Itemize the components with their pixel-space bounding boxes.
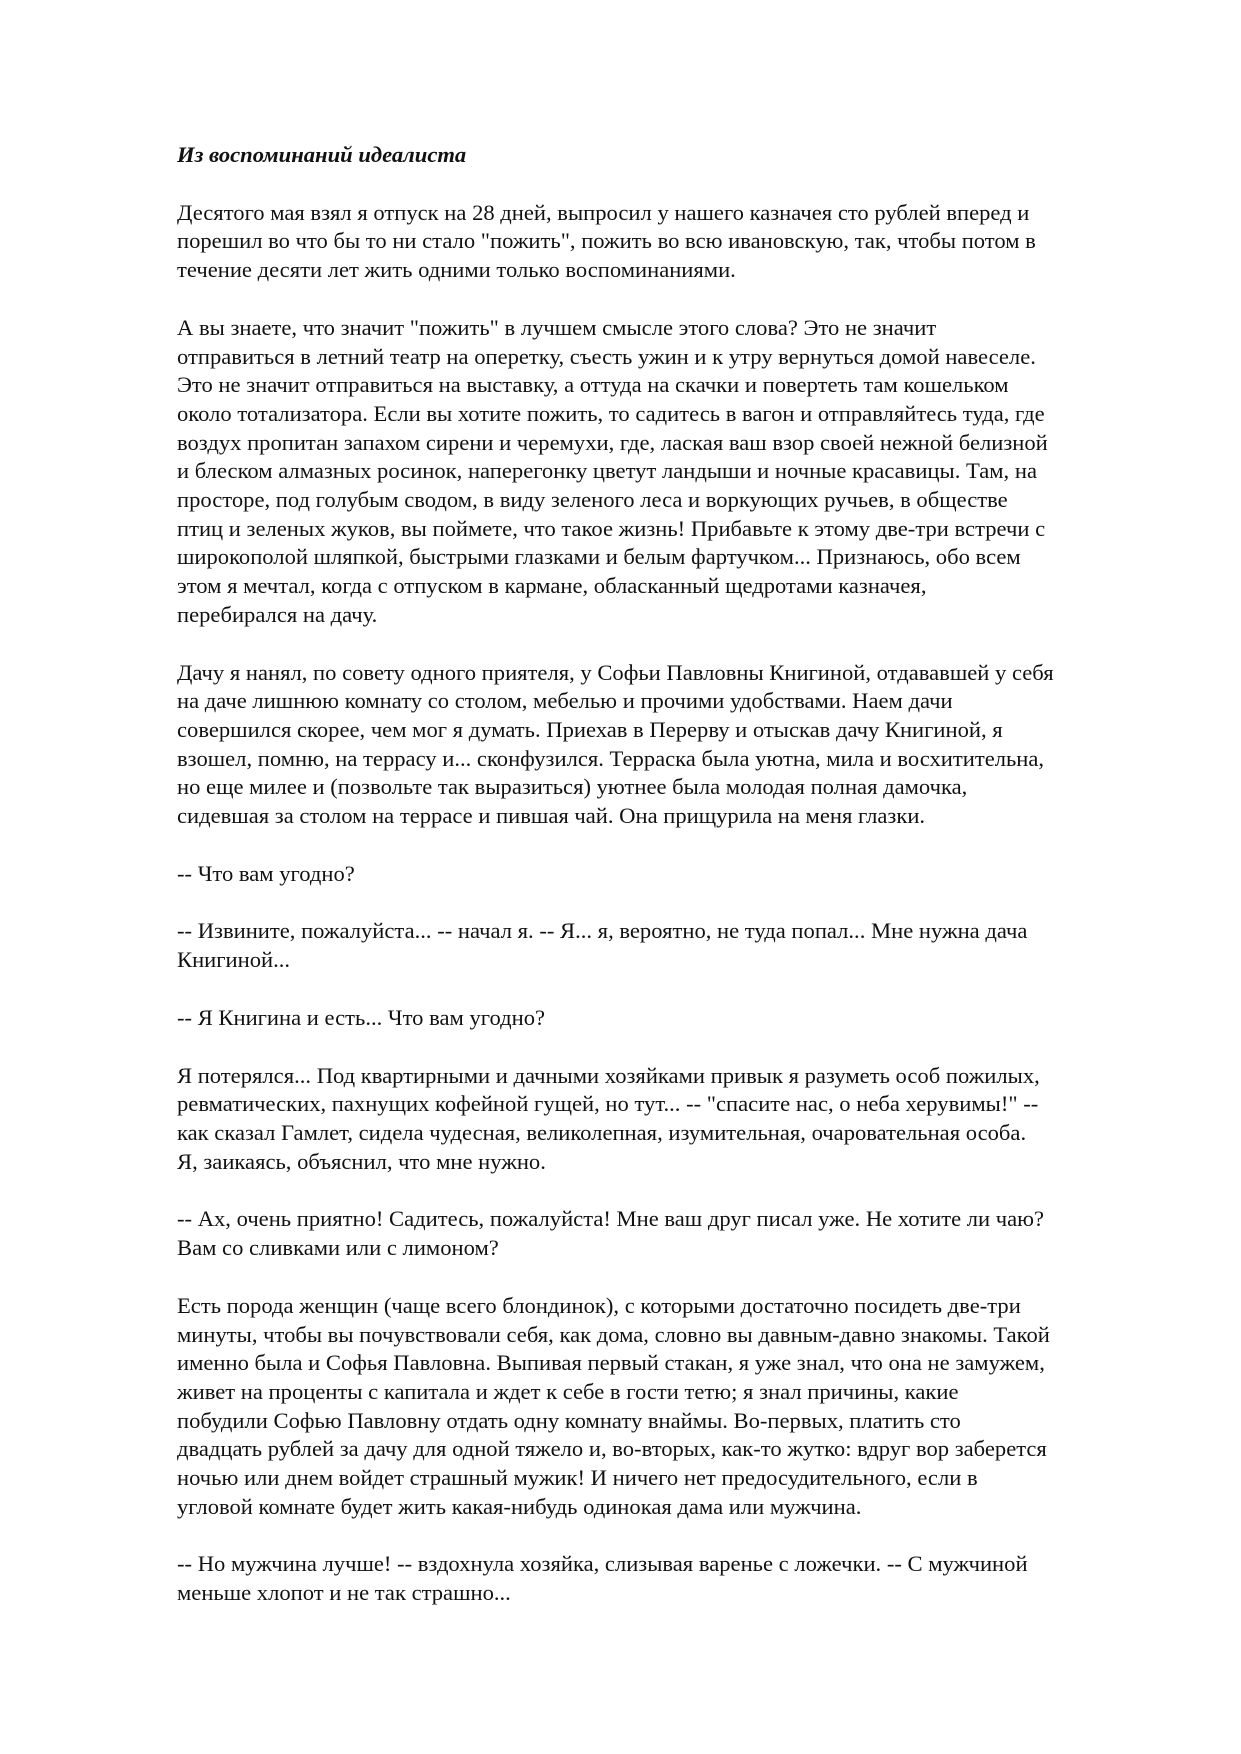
paragraph (177, 314, 1162, 630)
text-line: -- Что вам угодно? (177, 860, 355, 886)
paragraph (177, 1550, 1162, 1607)
text-line: порешил во что бы то ни стало "пожить", пожить во всю ивановскую, так, чтобы потом в (177, 228, 1036, 254)
text-line: взошел, помню, на террасу и... сконфузился. Терраска была уютна, мила и восхитительна, (177, 745, 1045, 771)
paragraph (177, 860, 1162, 889)
text-line: ревматических, пахнущих кофейной гущей, но тут... -- "спасите нас, о неба херувимы!" -- (177, 1091, 1039, 1117)
document-body (177, 141, 1162, 1637)
text-line: на даче лишнюю комнату со столом, мебелью и прочими удобствами. Наем дачи (177, 688, 953, 714)
paragraph (177, 199, 1162, 285)
text-line: ночью или днем войдет страшный мужик! И ничего нет предосудительного, если в (177, 1465, 978, 1491)
text-line: -- Извините, пожалуйста... -- начал я. -- Я... я, вероятно, не туда попал... Мне нужна дача (177, 918, 1028, 944)
paragraph (177, 1004, 1162, 1033)
paragraph (177, 1205, 1162, 1262)
text-line: этом я мечтал, когда с отпуском в кармане, обласканный щедротами казначея, (177, 573, 927, 599)
text-line: Книгиной... (177, 947, 291, 973)
text-line: Я, заикаясь, объяснил, что мне нужно. (177, 1148, 546, 1174)
text-line: живет на проценты с капитала и ждет к себе в гости тетю; я знал причины, какие (177, 1378, 959, 1404)
text-line: Есть порода женщин (чаще всего блондинок), с которыми достаточно посидеть две-три (177, 1292, 1021, 1318)
text-line: но еще милее и (позвольте так выразиться) уютнее была молодая полная дамочка, (177, 774, 968, 800)
paragraph (177, 1292, 1162, 1522)
text-line: А вы знаете, что значит "пожить" в лучшем смысле этого слова? Это не значит (177, 314, 937, 340)
text-line: течение десяти лет жить одними только воспоминаниями. (177, 257, 736, 283)
text-line: Десятого мая взял я отпуск на 28 дней, выпросил у нашего казначея сто рублей вперед и (177, 199, 1030, 225)
text-line: сидевшая за столом на террасе и пившая чай. Она прищурила на меня глазки. (177, 803, 926, 829)
paragraph (177, 1062, 1162, 1177)
text-line: и блеском алмазных росинок, наперегонку цветут ландыши и ночные красавицы. Там, на (177, 458, 1037, 484)
text-line: меньше хлопот и не так страшно... (177, 1580, 511, 1606)
text-line: именно была и Софья Павловна. Выпивая первый стакан, я уже знал, что она не замужем, (177, 1350, 1045, 1376)
text-line: -- Но мужчина лучше! -- вздохнула хозяйка, слизывая варенье с ложечки. -- С мужчиной (177, 1551, 1028, 1577)
text-line: воздух пропитан запахом сирени и черемухи, где, лаская ваш взор своей нежной белизной (177, 429, 1048, 455)
text-line: Это не значит отправиться на выставку, а оттуда на скачки и повертеть там кошельком (177, 372, 1009, 398)
text-line: перебирался на дачу. (177, 601, 378, 627)
text-line: минуты, чтобы вы почувствовали себя, как дома, словно вы давным-давно знакомы. Такой (177, 1321, 1050, 1347)
text-line: побудили Софью Павловну отдать одну комнату внаймы. Во-первых, платить сто (177, 1407, 961, 1433)
paragraph (177, 659, 1162, 831)
document-title: Из воспоминаний идеалиста (177, 142, 467, 167)
text-line: совершился скорее, чем мог я думать. Приехав в Перерву и отыскав дачу Книгиной, я (177, 716, 1003, 742)
text-line: просторе, под голубым сводом, в виду зеленого леса и воркующих ручьев, в обществе (177, 487, 1008, 513)
text-line: как сказал Гамлет, сидела чудесная, великолепная, изумительная, очаровательная особа. (177, 1119, 1027, 1145)
text-line: двадцать рублей за дачу для одной тяжело и, во-вторых, как-то жутко: вдруг вор заберется (177, 1436, 1047, 1462)
text-line: птиц и зеленых жуков, вы поймете, что такое жизнь! Прибавьте к этому две-три встречи с (177, 515, 1046, 541)
text-line: -- Ах, очень приятно! Садитесь, пожалуйста! Мне ваш друг писал уже. Не хотите ли чаю? (177, 1206, 1045, 1232)
text-line: Вам со сливками или с лимоном? (177, 1235, 499, 1261)
text-line: около тотализатора. Если вы хотите пожить, то садитесь в вагон и отправляйтесь туда, где (177, 400, 1045, 426)
paragraph (177, 917, 1162, 974)
text-line: Дачу я нанял, по совету одного приятеля, у Софьи Павловны Книгиной, отдававшей у себя (177, 659, 1054, 685)
text-line: широкополой шляпкой, быстрыми глазками и белым фартучком... Признаюсь, обо всем (177, 544, 1021, 570)
text-line: угловой комнате будет жить какая-нибудь одинокая дама или мужчина. (177, 1493, 862, 1519)
text-line: -- Я Книгина и есть... Что вам угодно? (177, 1004, 546, 1030)
text-line: отправиться в летний театр на оперетку, съесть ужин и к утру вернуться домой навеселе. (177, 343, 1036, 369)
text-line: Я потерялся... Под квартирными и дачными хозяйками привык я разуметь особ пожилых, (177, 1062, 1040, 1088)
